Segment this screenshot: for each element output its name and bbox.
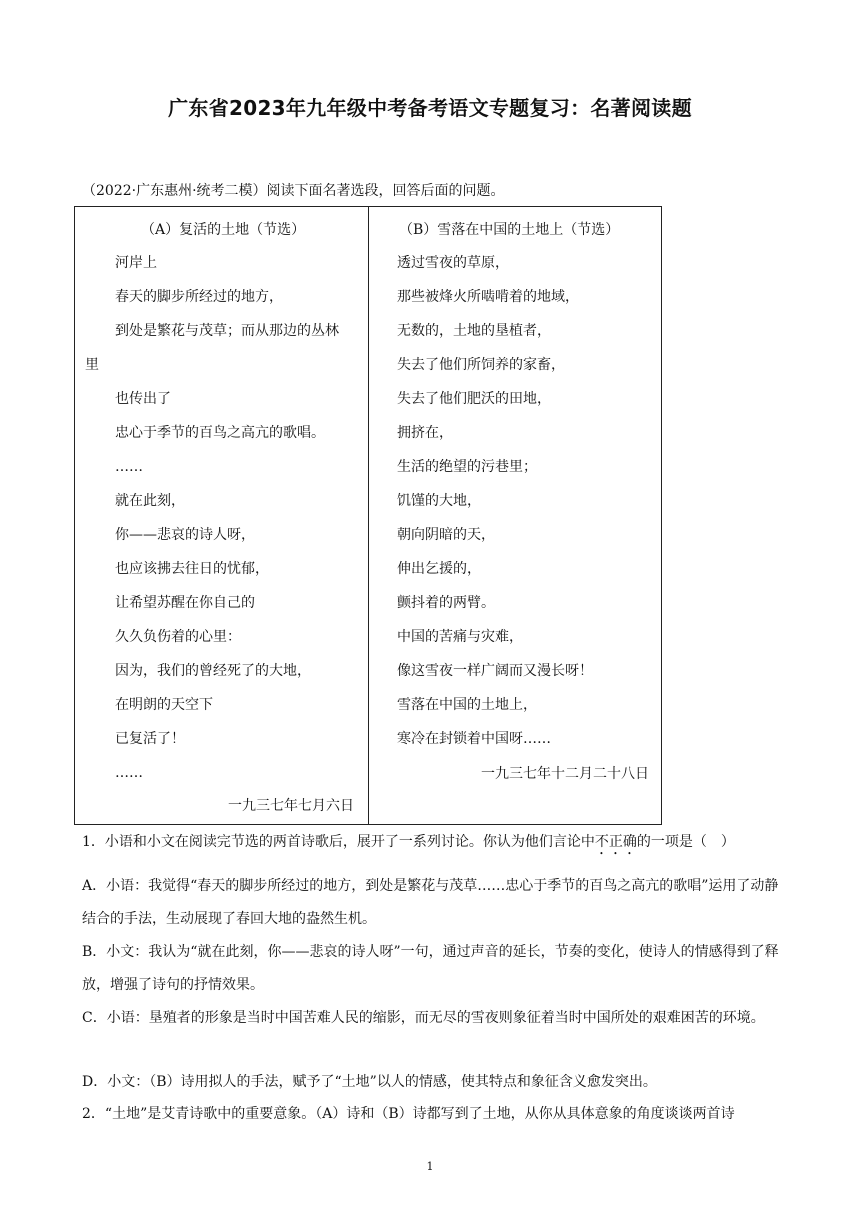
question-1-option-a: A．小语：我觉得“春天的脚步所经过的地方，到处是繁花与茂草……忠心于季节的百鸟之高亢的歌唱”运用了动静结合的手法，生动展现了春回大地的盎然生机。 — [82, 878, 779, 927]
question-1-stem — [82, 832, 782, 858]
question-1-stem-end: 的一项是（ ） — [636, 834, 735, 850]
question-1-option-b: B．小文：我认为“就在此刻，你——悲哀的诗人呀”一句，通过声音的延长，节奏的变化，使诗人的情感得到了释放，增强了诗句的抒情效果。 — [82, 944, 779, 993]
poem-a-line: …… — [115, 765, 143, 781]
question-1-stem-text: 1．小语和小文在阅读完节选的两首诗歌后，展开了一系列讨论。你认为他们言论中 — [82, 834, 595, 850]
poem-a-line: …… — [115, 459, 143, 475]
poem-b-line: 那些被烽火所啮啃着的地域， — [397, 289, 579, 305]
poem-b-line: 饥馑的大地， — [397, 493, 481, 509]
poem-a-line: 也传出了 — [115, 391, 171, 407]
question-2-stem: 2．“土地”是艾青诗歌中的重要意象。（A）诗和（B）诗都写到了土地，从你从具体意象的角度谈谈两首诗 — [82, 1106, 735, 1122]
poem-a-line: 里 — [85, 357, 99, 373]
poem-b-title: （B）雪落在中国的土地上（节选） — [399, 222, 620, 238]
poem-a-date: 一九三七年七月六日 — [228, 798, 354, 814]
poem-b-line: 失去了他们所饲养的家畜， — [397, 357, 565, 373]
poem-b-line: 雪落在中国的土地上， — [397, 697, 537, 713]
poem-b-line: 失去了他们肥沃的田地， — [397, 391, 551, 407]
poem-b-line: 无数的，土地的垦植者， — [397, 323, 551, 339]
poem-a-line: 河岸上 — [115, 255, 157, 271]
poem-b-line: 寒冷在封锁着中国呀…… — [397, 731, 551, 747]
poem-b-line: 像这雪夜一样广阔而又漫长呀！ — [397, 663, 593, 679]
question-1-option-c: C．小语：垦殖者的形象是当时中国苦难人民的缩影，而无尽的雪夜则象征着当时中国所处的艰难困苦的环境。 — [82, 1010, 765, 1026]
poem-b-line: 颤抖着的两臂。 — [397, 595, 495, 611]
poem-b-line: 中国的苦痛与灾难， — [397, 629, 523, 645]
poem-b-line: 透过雪夜的草原， — [397, 255, 509, 271]
poem-a-line: 因为，我们的曾经死了的大地， — [115, 663, 311, 679]
poem-b-column — [369, 207, 661, 824]
poem-a-line: 到处是繁花与茂草；而从那边的丛林 — [115, 323, 339, 339]
poem-a-title: （A）复活的土地（节选） — [141, 222, 306, 238]
poem-a-line: 春天的脚步所经过的地方， — [115, 289, 283, 305]
poem-b-line: 朝向阴暗的天， — [397, 527, 495, 543]
poem-a-line: 你——悲哀的诗人呀， — [115, 527, 255, 543]
poem-b-line: 生活的绝望的污巷里； — [397, 459, 537, 475]
document-title: 广东省2023年九年级中考备考语文专题复习：名著阅读题 — [168, 96, 692, 120]
page-number: 1 — [426, 1160, 434, 1173]
question-intro: （2022·广东惠州·统考二模）阅读下面名著选段，回答后面的问题。 — [82, 183, 505, 199]
poem-comparison-table — [74, 206, 662, 825]
poem-b-date: 一九三七年十二月二十八日 — [481, 766, 649, 782]
question-1-option-d: D．小文：（B）诗用拟人的手法，赋予了“土地”以人的情感，使其特点和象征含义愈发突出。 — [82, 1074, 657, 1090]
poem-b-line: 拥挤在， — [397, 425, 453, 441]
poem-a-line: 已复活了！ — [115, 731, 185, 747]
poem-a-line: 让希望苏醒在你自己的 — [115, 595, 255, 611]
poem-a-line: 久久负伤着的心里： — [115, 629, 241, 645]
poem-a-line: 也应该拂去往日的忧郁， — [115, 561, 269, 577]
poem-a-line: 就在此刻， — [115, 493, 185, 509]
emphasized-word: 不正确 — [594, 834, 637, 850]
poem-a-line: 在明朗的天空下 — [115, 697, 213, 713]
poem-a-line: 忠心于季节的百鸟之高亢的歌唱。 — [115, 425, 325, 441]
poem-b-line: 伸出乞援的， — [397, 561, 481, 577]
poem-a-column — [75, 207, 368, 824]
